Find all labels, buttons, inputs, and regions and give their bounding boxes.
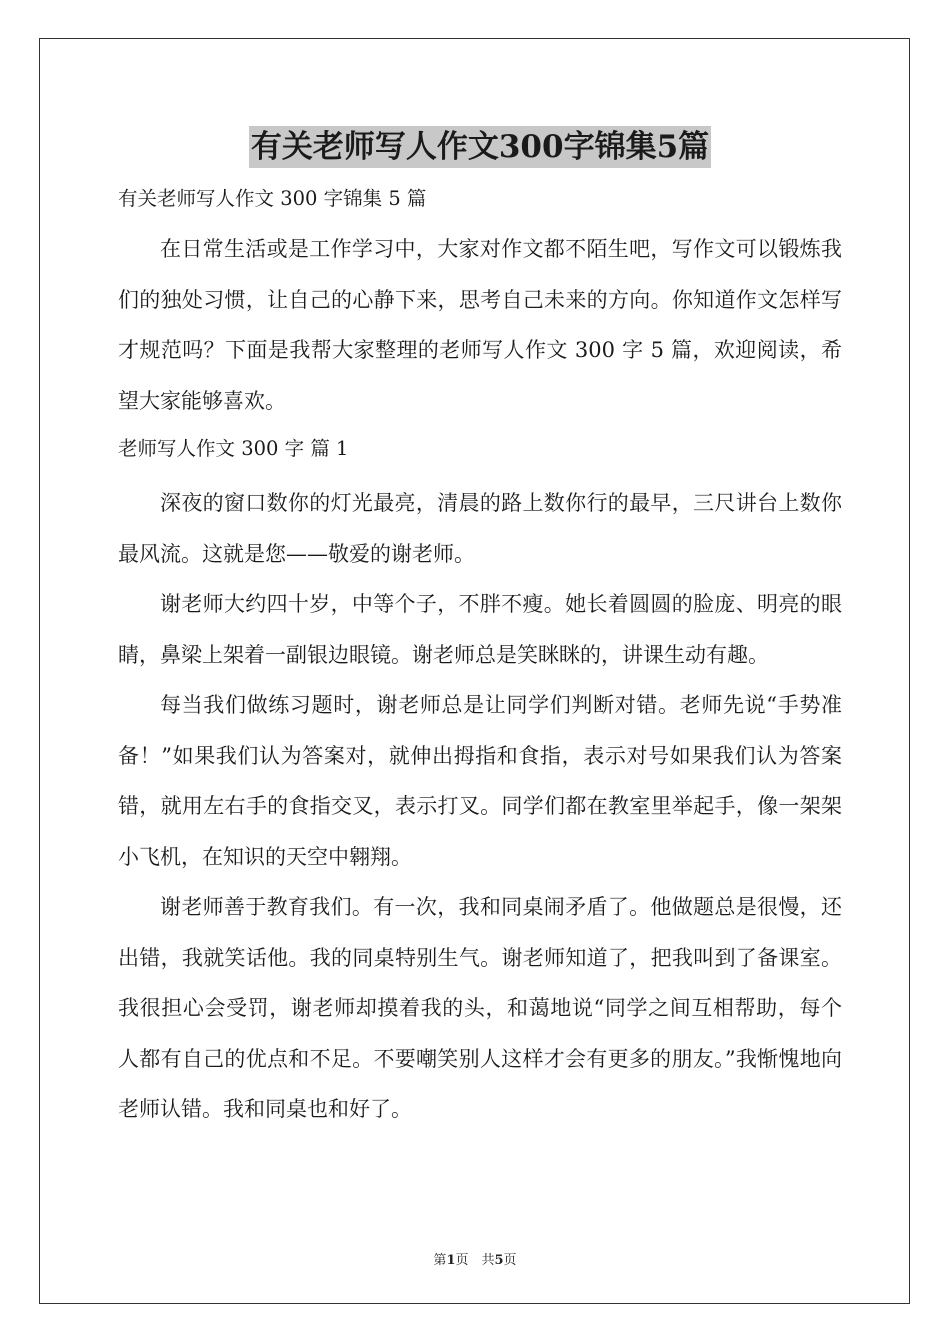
footer-page-current: 1 xyxy=(446,1253,456,1268)
body-paragraph-3: 每当我们做练习题时，谢老师总是让同学们判断对错。老师先说“手势准备！”如果我们认为答案对，就伸出拇指和食指，表示对号如果我们认为答案错，就用左右手的食指交叉，表示打叉。同学们都在教室里举起手，像一架架小飞机，在知识的天空中翱翔。 xyxy=(118,693,842,869)
footer-page-total: 5 xyxy=(494,1253,504,1268)
body-paragraph-2: 谢老师大约四十岁，中等个子，不胖不瘦。她长着圆圆的脸庞、明亮的眼睛，鼻梁上架着一副银边眼镜。谢老师总是笑眯眯的，讲课生动有趣。 xyxy=(118,592,842,667)
document-subtitle: 有关老师写人作文 300 字锦集 5 篇 xyxy=(118,187,427,210)
footer-page-suffix: 页 xyxy=(503,1253,517,1268)
footer-page-mid: 页 共 xyxy=(455,1253,495,1268)
document-title-text: 有关老师写人作文300字锦集5篇 xyxy=(249,126,711,168)
section-heading: 老师写人作文 300 字 篇 1 xyxy=(118,437,349,460)
intro-paragraph: 在日常生活或是工作学习中，大家对作文都不陌生吧，写作文可以锻炼我们的独处习惯，让自己的心静下来，思考自己未来的方向。你知道作文怎样写才规范吗？下面是我帮大家整理的老师写人作文 300 字 5 篇，欢迎阅读，希望大家能够喜欢。 xyxy=(118,237,842,413)
document-title xyxy=(118,126,842,170)
body-paragraph-4: 谢老师善于教育我们。有一次，我和同桌闹矛盾了。他做题总是很慢，还出错，我就笑话他。我的同桌特别生气。谢老师知道了，把我叫到了备课室。我很担心会受罚，谢老师却摸着我的头，和蔼地说“同学之间互相帮助，每个人都有自己的优点和不足。不要嘲笑别人这样才会有更多的朋友。”我惭愧地向老师认错。我和同桌也和好了。 xyxy=(118,895,842,1121)
body-paragraph-1: 深夜的窗口数你的灯光最亮，清晨的路上数你行的最早，三尺讲台上数你最风流。这就是您——敬爱的谢老师。 xyxy=(118,491,842,566)
page-footer xyxy=(0,1249,950,1268)
document-body xyxy=(118,126,842,1135)
footer-page-prefix: 第 xyxy=(433,1253,447,1268)
